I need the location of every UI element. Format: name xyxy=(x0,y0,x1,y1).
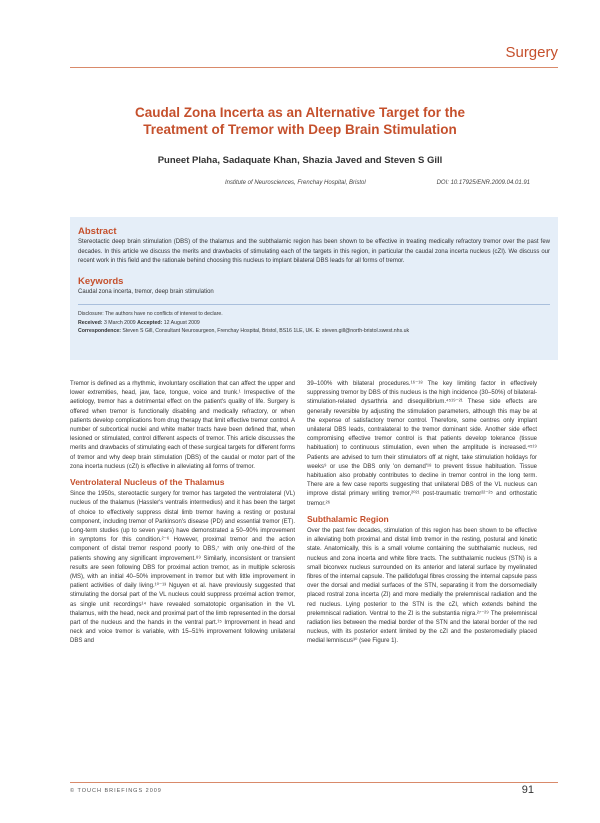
received-label: Received: xyxy=(78,319,103,326)
subthalamic-heading: Subthalamic Region xyxy=(307,513,389,524)
right-column xyxy=(307,380,537,647)
accepted-label: Accepted: xyxy=(137,319,163,326)
vl-nucleus-paragraph: Since the 1950s, stereotactic surgery for tremor has targeted the ventrolateral (VL) nucleus of the thalamus (Hassler's ventralis intermedius) and it has been the target of choice to effectively suppress distal limb tremor having a resting or postural component, including tremor of Parkinson's disease (PD) and essential tremor (ET). Long-term studies (up to seven years) have demonstrated a 50–90% improvement in symptoms for this condition.²⁻⁶ However, proximal tremor and the action component of distal tremor respond poorly to DBS,⁷ with only one-third of the patients showing any significant improvement.⁸⁹ Similarly, inconsistent or transient results are seen following DBS for proximal action tremor, as in multiple sclerosis (MS), with an initial 40–50% improvement in tremor but with little improvement in patient activities of daily living.¹⁰⁻¹³ Nguyen et al. have previously suggested that stimulating the dorsal part of the VL nucleus could suppress proximal action tremor, as single unit recordings¹⁴ have revealed somatotopic organisation in the VL thalamus, with the head, neck and proximal part of the limb represented in the dorsal part of the nucleus and the hands in the ventral part.¹⁵ Improvement in head and neck and voice tremor is variable, with 15–51% improvement following unilateral DBS and xyxy=(70,491,295,645)
abstract-text: Stereotactic deep brain stimulation (DBS) of the thalamus and the subthalamic region has been shown to be effective in treating medically refractory tremor over the past few decades. In this article we discuss the merits and drawbacks of stimulating each of the targets in this region, in particular the caudal zona incerta nucleus (cZI). We discuss our recent work in this field and the rationale behind choosing this nucleus to implant bilateral DBS leads for all forms of tremor. xyxy=(78,239,550,264)
correspondence-label: Correspondence: xyxy=(78,328,121,334)
abstract-heading: Abstract xyxy=(78,226,117,237)
keywords-text: Caudal zona incerta, tremor, deep brain stimulation xyxy=(78,288,214,295)
correspondence xyxy=(78,327,550,336)
authors: Puneet Plaha, Sadaquate Khan, Shazia Javed and Steven S Gill xyxy=(157,155,443,166)
received-date: 3 March 2009 xyxy=(103,319,136,326)
vl-continued-paragraph: 39–100% with bilateral procedures.¹⁶⁻¹⁸ The key limiting factor in effectively suppressing tremor by DBS of this nucleus is the high incidence (30–50%) of bilateral-stimulation-related dysarthria and disequilibrium.⁴⁵¹⁹⁻²¹ These side effects are generally reversible by adjusting the stimulation parameters, although this may be at the expense of satisfactory tremor control. Therefore, some centres only implant unilateral DBS leads, contralateral to the tremor dominant side. Another side effect compromising effective tremor control is that patients develop tolerance (tissue habituation) to continuous stimulation, even when the amplitude is increased.⁴⁵¹⁹ Patients are advised to turn their stimulators off at night, take stimulation holidays for weeks⁹ or use the DBS only 'on demand'¹⁸ to prevent tissue habituation. Tissue habituation also probably contributes to decline in tremor control in the long term. There are a few case reports suggesting that unilateral DBS of the VL nucleus can improve distal primary writing tremor,²⁰²¹ post-traumatic tremor²²⁻²⁵ and orthostatic tremor.²⁶ xyxy=(307,381,537,507)
article-title xyxy=(60,104,540,138)
doi: DOI: 10.17925/ENR.2009.04.01.91 xyxy=(436,180,530,186)
header-rule xyxy=(70,67,558,68)
keywords-heading: Keywords xyxy=(78,275,124,287)
copyright: © TOUCH BRIEFINGS 2009 xyxy=(70,788,162,794)
abstract-divider xyxy=(78,304,550,305)
title-line-1: Caudal Zona Incerta as an Alternative Target for the xyxy=(134,105,466,120)
left-column xyxy=(70,380,295,647)
footer-rule xyxy=(70,782,558,783)
title-line-2: Treatment of Tremor with Deep Brain Stimulation xyxy=(143,122,457,137)
subthalamic-paragraph: Over the past few decades, stimulation of this region has been shown to be effective in alleviating both proximal and distal limb tremor in the resting, postural and kinetic state. Anatomically, this is a small volume containing the subthalamic nucleus, red nucleus and zona incerta and white fibre tracts. The subthalamic nucleus (STN) is a small biconvex nucleus surrounded on its anterior and lateral surface by myelinated fibres of the internal capsule. The pallidofugal fibres crossing the internal capsule pass over the dorsal and medial surfaces of the STN, separating it from the dorsomedially placed rostral zona incerta (ZI) and more medially the prelemniscal radiation and the red nucleus. Lying posterior to the STN is the cZI, which extends behind the prelemniscal radiation. Ventral to the ZI is the substantia nigra.²⁷⁻²⁹ The prelemniscal radiation lies between the medial border of the STN and the lateral border of the red nucleus, with its posterior extent limited by the cZI and the posteromedially placed medial lemniscus³⁰ (see Figure 1). xyxy=(307,528,537,645)
disclosure: Disclosure: The authors have no conflicts of interest to declare. xyxy=(78,311,223,317)
intro-paragraph: Tremor is defined as a rhythmic, involuntary oscillation that can affect the upper and lower extremities, head, jaw, face, tongue, voice and trunk.¹ Irrespective of the aetiology, tremor has a detrimental effect on the patient's quality of life. Surgery is offered when tremor is functionally disabling and medically refractory, or when patients develop complications from drug therapy that limit effective tremor control. A number of subcortical nuclei and white matter tracts have been defined that, when lesioned or stimulated, control different aspects of tremor. This article discusses the merits and drawbacks of stimulating each of these surgical targets for different forms of tremor and why deep brain stimulation (DBS) of the caudal or motor part of the zona incerta nucleus (cZI) is effective in alleviating all forms of tremor. xyxy=(70,381,295,470)
affiliation: Institute of Neurosciences, Frenchay Hospital, Bristol xyxy=(225,180,366,186)
dates xyxy=(78,319,550,328)
vl-nucleus-heading: Ventrolateral Nucleus of the Thalamus xyxy=(70,477,225,488)
accepted-date: 12 August 2009 xyxy=(163,319,200,326)
abstract-box xyxy=(70,217,558,360)
page-number: 91 xyxy=(521,784,534,796)
section-label: Surgery xyxy=(505,44,558,61)
correspondence-text: Steven S Gill, Consultant Neurosurgeon, Frenchay Hospital, Bristol, BS16 1LE, UK. E: steven.gill@north-bristol.swest.nhs.uk xyxy=(122,328,410,334)
